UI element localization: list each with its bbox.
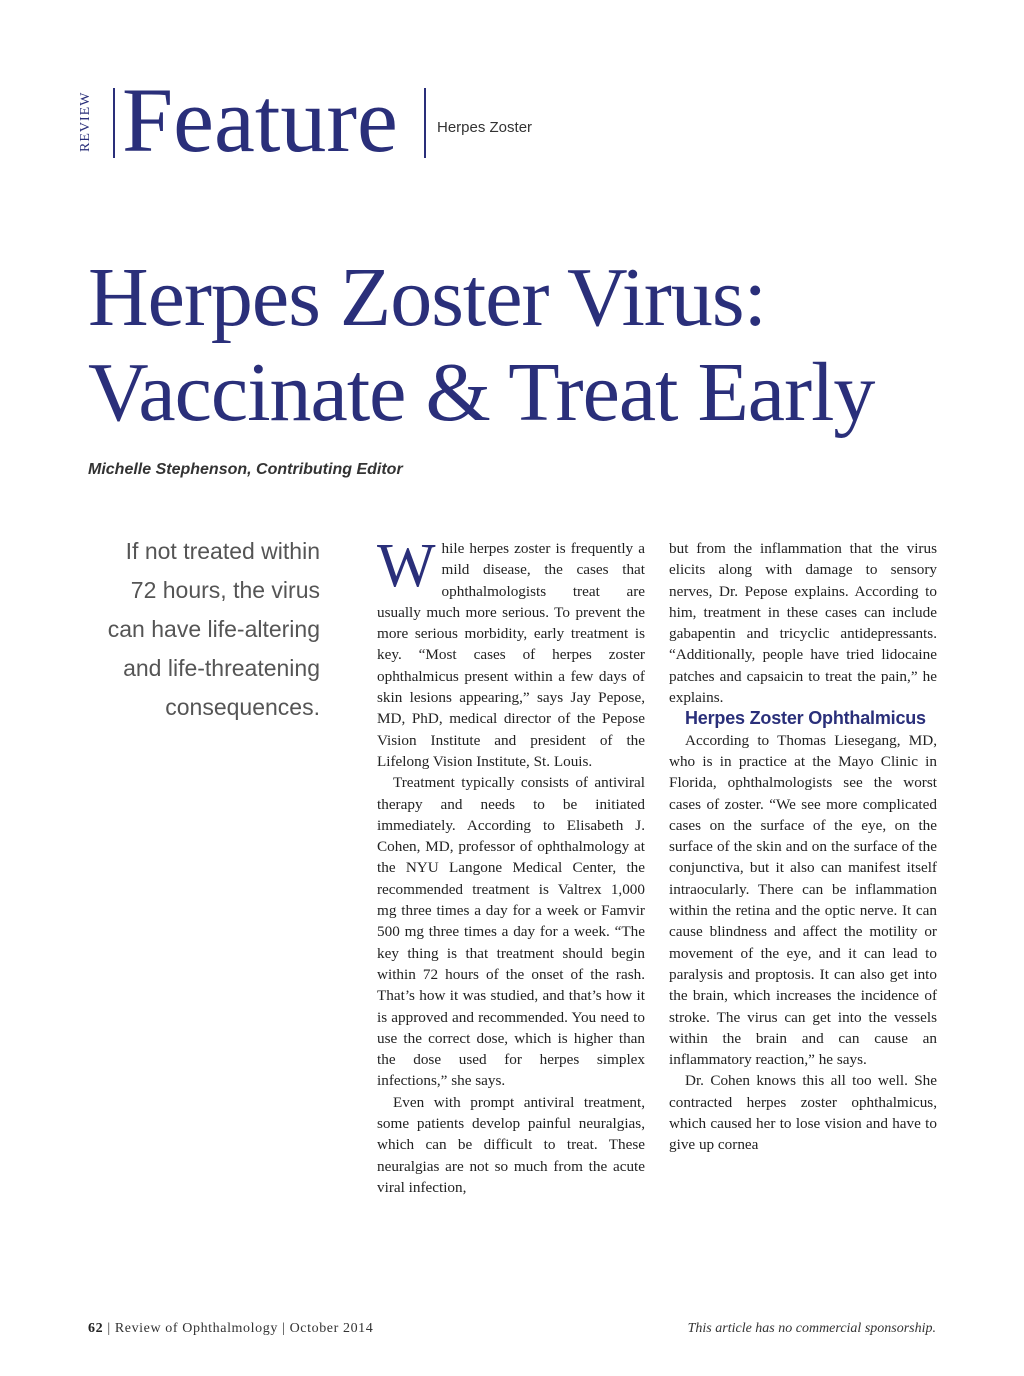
footer-separator: |: [107, 1321, 115, 1336]
issue-date: October 2014: [289, 1321, 374, 1336]
paragraph-text: hile herpes zoster is frequently a mild disease, the cases that ophthalmologists treat are usually much more serious. To prevent the more serious morbidity, early treatment is key. “Most cases of herpes zoster ophthalmicus present within a few days of skin lesions appearing,” says Jay Pepose, MD, PhD, medical director of the Pepose Vision Institute and president of the Lifelong Vision Institute, St. Louis.: [377, 540, 645, 770]
sponsorship-note: This article has no commercial sponsorship.: [687, 1321, 936, 1336]
byline: Michelle Stephenson, Contributing Editor: [88, 461, 403, 478]
section-title: Feature: [122, 69, 398, 171]
article-title-line-2: Vaccinate & Treat Early: [88, 346, 875, 439]
header-divider-left: [113, 88, 115, 158]
article-column-1: [377, 532, 645, 1198]
article-column-2: [669, 538, 937, 1156]
paragraph: but from the inflammation that the virus elicits along with damage to sensory nerves, Dr. Pepose explains. According to him, treatment in these cases can include gabapentin and tricyclic antidepressants. “Additionally, people have tried lidocaine patches and capsaicin to treat the pain,” he explains.: [669, 540, 937, 707]
page-number: 62: [88, 1321, 104, 1336]
paragraph: Even with prompt antiviral treatment, some patients develop painful neuralgias, which can be difficult to treat. These neuralgias are not so much from the acute viral infection,: [377, 1093, 645, 1196]
article-title-line-1: Herpes Zoster Virus:: [88, 251, 766, 344]
footer-separator: |: [282, 1321, 290, 1336]
paragraph: According to Thomas Liesegang, MD, who is in practice at the Mayo Clinic in Florida, ophthalmologists see the worst cases of zoster. “We see more complicated cases on the surface of the eye, on the surface of the skin and on the surface of the conjunctiva, but it also can manifest itself intraocularly. There can be inflammation within the retina and the optic nerve. It can cause blindness and affect the motility or movement of the eye, and it can lead to paralysis and proptosis. It can also get into the brain, which increases the incidence of stroke. The virus can get into the vessels within the brain and can cause an inflammatory reaction,” he says.: [669, 731, 937, 1069]
paragraph: Dr. Cohen knows this all too well. She contracted herpes zoster ophthalmicus, which caused her to lose vision and have to give up cornea: [669, 1072, 937, 1154]
section-label: REVIEW: [78, 91, 93, 153]
publication-name: Review of Ophthalmology: [114, 1321, 278, 1336]
section-topic: Herpes Zoster: [437, 119, 533, 136]
paragraph: [377, 532, 645, 772]
pull-quote: If not treated within 72 hours, the virus can have life-altering and life-threatening consequences.: [107, 538, 320, 720]
article-title: [88, 250, 988, 440]
drop-cap: W: [377, 532, 436, 600]
paragraph: Treatment typically consists of antiviral therapy and needs to be initiated immediately. According to Elisabeth J. Cohen, MD, professor of ophthalmology at the NYU Langone Medical Center, the recommended treatment is Valtrex 1,000 mg three times a day for a week or Famvir 500 mg three times a day for a week. “The key thing is that treatment should begin within 72 hours of the onset of the rash. That’s how it was studied, and that’s how it is approved and recommended. You need to use the correct dose, which is higher than the dose used for herpes simplex infections,” she says.: [377, 774, 645, 1090]
header-divider-right: [424, 88, 426, 158]
page-footer: [88, 1321, 373, 1337]
subheading: Herpes Zoster Ophthalmicus: [685, 708, 926, 729]
